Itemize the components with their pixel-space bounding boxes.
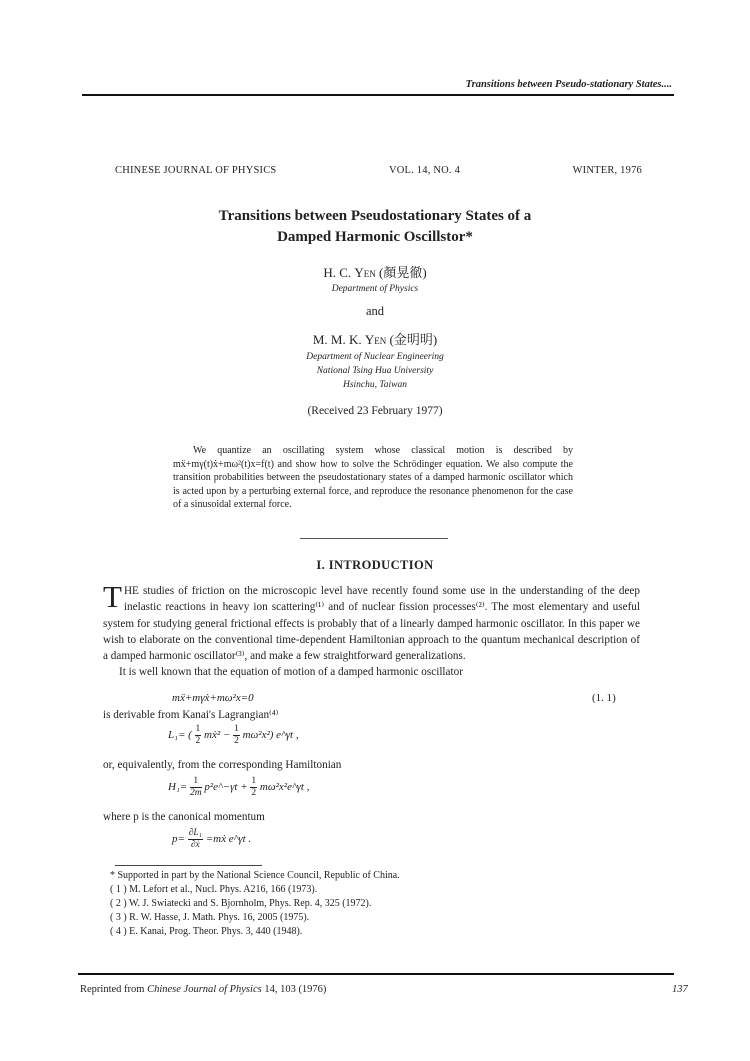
author-1-affiliation: Department of Physics (331, 284, 419, 294)
reprint-notice (80, 984, 326, 995)
author-1 (0, 262, 750, 281)
paragraph-1-text: HE studies of friction on the microscopic level have recently found some use in the understanding of the deep inelastic reactions in heavy ion scattering⁽¹⁾ and of nuclear fission processes⁽²⁾. The most elementary and useful system for studying general frictional effects is probably that of a linearly damped harmonic oscillator. In this paper we wish to elaborate on the conventional time-dependent Hamiltonian approach to the quantum mechanical description of a damped harmonic oscillator⁽³⁾, and make a few straightforward generalizations. (103, 585, 640, 663)
denominator: 2 (251, 788, 257, 798)
equation-1-1: mẍ+mγẋ+mω²x=0 (172, 692, 254, 704)
drop-cap: T (103, 579, 122, 614)
introduction-body (103, 579, 640, 681)
denominator: ∂ẋ (190, 840, 200, 850)
journal-header (115, 165, 642, 176)
author-2-initials: M. M. K. (312, 332, 365, 347)
reprint-prefix: Reprinted from (80, 984, 148, 995)
numerator: 1 (190, 776, 202, 788)
author-2-affiliation (0, 350, 750, 392)
equation-lagrangian (168, 724, 299, 747)
text-hamiltonian: or, equivalently, from the corresponding Hamiltonian (103, 759, 342, 771)
text-momentum: where p is the canonical momentum (103, 811, 265, 823)
journal-volume: VOL. 14, NO. 4 (388, 165, 461, 176)
numerator: 1 (251, 776, 257, 786)
page-number: 137 (672, 984, 688, 995)
author-2-surname: Yen (364, 332, 387, 347)
affiliation-line: Department of Nuclear Engineering (306, 352, 444, 362)
reprint-citation: 14, 103 (1976) (261, 984, 327, 995)
eq-part: mω²x²e^γt , (259, 781, 310, 794)
abstract-text: We quantize an oscillating system whose classical motion is described by mẍ+mγ(t)ẋ+mω²(t)x=f(t) and show how to solve the Schrödinger equation. We also compute the transition probabilities between the pseudostationary states of a damped harmonic oscillator which is acted upon by a perturbing external force, and reproduce the resonance phenomenon for the case of a sinusoidal external force. (173, 445, 573, 510)
footnote-rule (115, 865, 262, 866)
footnotes (110, 869, 400, 939)
section-heading: I. INTRODUCTION (316, 558, 434, 572)
reference-3: ( 3 ) R. W. Hasse, J. Math. Phys. 16, 2005 (1975). (110, 912, 310, 923)
author-1-initials: H. C. (323, 265, 355, 280)
numerator: ∂L₁ (188, 828, 202, 838)
author-1-chinese: (顏晃徹) (375, 265, 427, 280)
numerator: 1 (195, 724, 201, 734)
numerator: 1 (234, 724, 239, 734)
eq-part: mω²x²) e^γt , (242, 729, 299, 742)
received-date: (Received 23 February 1977) (307, 405, 443, 417)
author-2-chinese: (金明明) (386, 332, 438, 347)
equation-hamiltonian (168, 776, 310, 799)
eq-part: H₁= (168, 781, 188, 794)
fraction (190, 776, 202, 799)
denominator: 2m (189, 788, 202, 798)
fraction (195, 724, 202, 747)
equation-number: (1. 1) (592, 692, 616, 704)
eq-part: p= (172, 833, 185, 846)
denominator: 2 (234, 736, 239, 746)
affiliation-line: National Tsing Hua University (316, 366, 434, 376)
eq-part: mẋ² − (204, 729, 231, 742)
top-rule (82, 94, 674, 96)
denominator: 2 (195, 736, 201, 746)
fraction (250, 776, 257, 799)
reference-4: ( 4 ) E. Kanai, Prog. Theor. Phys. 3, 440 (1948). (110, 926, 303, 937)
abstract (173, 444, 573, 512)
eq-part: =mẋ e^γt . (205, 833, 252, 846)
author-2 (0, 329, 750, 348)
journal-season: WINTER, 1976 (572, 165, 642, 176)
and-text: and (365, 304, 385, 318)
paragraph-1 (103, 579, 640, 664)
reference-2: ( 2 ) W. J. Swiatecki and S. Bjornholm, Phys. Rep. 4, 325 (1972). (110, 898, 372, 909)
journal-name: CHINESE JOURNAL OF PHYSICS (115, 165, 277, 176)
section-divider (300, 538, 448, 539)
paper-title (0, 206, 750, 248)
title-line-1: Transitions between Pseudostationary States of a (218, 208, 532, 224)
text-lagrangian: is derivable from Kanai's Lagrangian⁽⁴⁾ (103, 709, 279, 721)
running-head: Transitions between Pseudo-stationary States.... (465, 79, 672, 90)
paragraph-2: It is well known that the equation of motion of a damped harmonic oscillator (119, 666, 463, 679)
reprint-journal: Chinese Journal of Physics (147, 984, 262, 995)
reference-1: ( 1 ) M. Lefort et al., Nucl. Phys. A216, 166 (1973). (110, 884, 318, 895)
equation-momentum (172, 828, 251, 851)
author-1-surname: Yen (354, 265, 376, 280)
footnote-funding: * Supported in part by the National Science Council, Republic of China. (110, 870, 400, 881)
bottom-rule (78, 973, 674, 975)
fraction (233, 724, 240, 747)
title-line-2: Damped Harmonic Oscillstor* (277, 229, 473, 245)
eq-part: L₁= ( (168, 729, 192, 742)
affiliation-line: Hsinchu, Taiwan (342, 380, 408, 390)
eq-part: p²e^−γt + (204, 781, 248, 794)
fraction (188, 828, 203, 851)
